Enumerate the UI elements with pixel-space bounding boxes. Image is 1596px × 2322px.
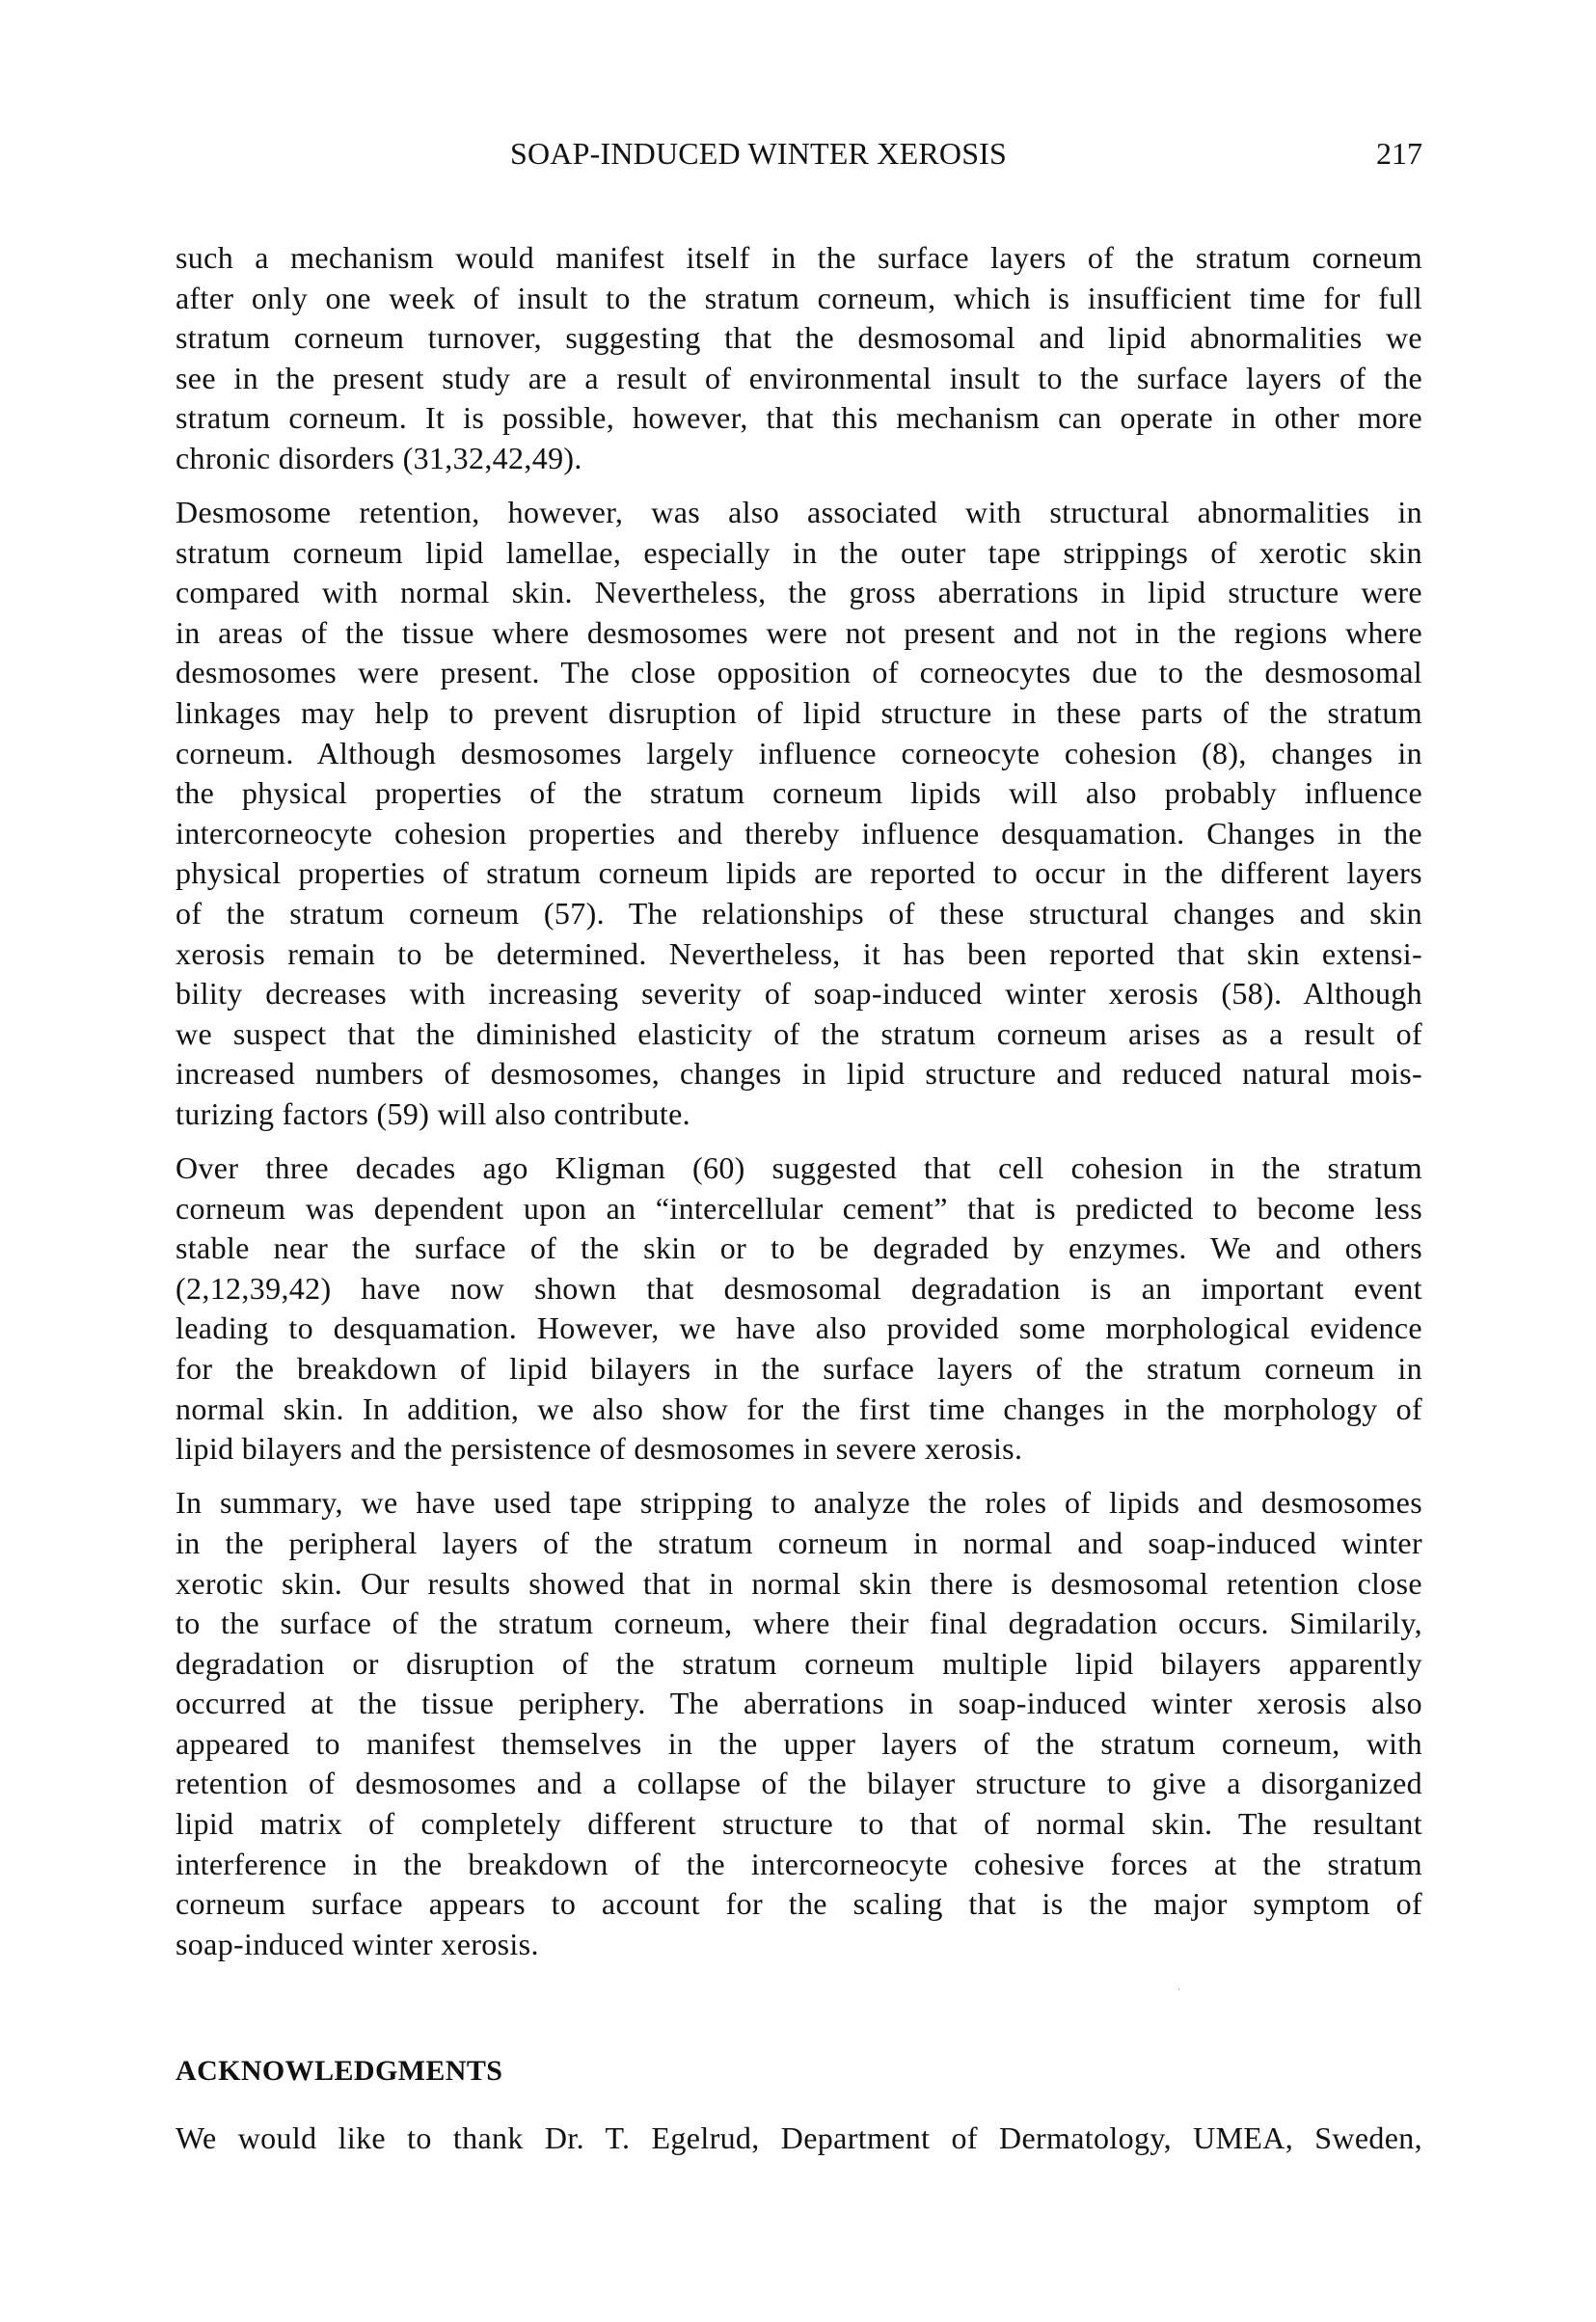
text-line: the physical properties of the stratum corneum lipids will also probably influence [176,775,1422,811]
acknowledgments-heading: ACKNOWLEDGMENTS [176,2055,503,2087]
text-line: interference in the breakdown of the intercorneocyte cohesive forces at the stratum [176,1846,1422,1881]
text-line: In summary, we have used tape stripping to analyze the roles of lipids and desmosomes [176,1485,1422,1521]
text-line: physical properties of stratum corneum lipids are reported to occur in the different layers [176,855,1422,891]
text-line: of the stratum corneum (57). The relationships of these structural changes and skin [176,896,1422,931]
text-line: in the peripheral layers of the stratum corneum in normal and soap-induced winter [176,1525,1422,1560]
text-line: to the surface of the stratum corneum, where their final degradation occurs. Similarily, [176,1606,1422,1641]
text-line: stratum corneum turnover, suggesting that the desmosomal and lipid abnormalities we [176,320,1422,356]
text-line: soap-induced winter xerosis. [176,1926,539,1961]
text-line: for the breakdown of lipid bilayers in the surface layers of the stratum corneum in [176,1351,1422,1387]
text-line: We would like to thank Dr. T. Egelrud, Department of Dermatology, UMEA, Sweden, [176,2120,1422,2155]
text-line: corneum. Although desmosomes largely influence corneocyte cohesion (8), changes in [176,735,1422,770]
text-line: bility decreases with increasing severity of soap-induced winter xerosis (58). Although [176,976,1422,1012]
text-line: in areas of the tissue where desmosomes were not present and not in the regions where [176,614,1422,650]
text-line: compared with normal skin. Nevertheless, the gross aberrations in lipid structure were [176,575,1422,610]
text-line: Desmosome retention, however, was also associated with structural abnormalities in [176,495,1422,530]
text-line: stable near the surface of the skin or to be degraded by enzymes. We and others [176,1230,1422,1266]
text-line: we suspect that the diminished elasticity of the stratum corneum arises as a result of [176,1015,1422,1051]
text-line: normal skin. In addition, we also show for the first time changes in the morphology of [176,1390,1422,1426]
text-line: see in the present study are a result of environmental insult to the surface layers of the [176,360,1422,395]
text-line: corneum surface appears to account for the scaling that is the major symptom of [176,1886,1422,1922]
running-header [176,132,1422,175]
text-line: retention of desmosomes and a collapse of the bilayer structure to give a disorganized [176,1766,1422,1801]
text-line: (2,12,39,42) have now shown that desmosomal degradation is an important event [176,1270,1422,1306]
text-line: xerosis remain to be determined. Nevertheless, it has been reported that skin extensi- [176,935,1422,971]
body-text [176,238,1422,1979]
text-line: desmosomes were present. The close opposition of corneocytes due to the desmosomal [176,655,1422,690]
text-line: linkages may help to prevent disruption of lipid structure in these parts of the stratum [176,695,1422,731]
page-number: 217 [1376,136,1422,171]
text-line: chronic disorders (31,32,42,49). [176,440,582,475]
paragraph-2 [176,493,1422,1135]
text-line: turizing factors (59) will also contribute. [176,1095,691,1131]
acknowledgments-text [176,2119,1422,2159]
text-line: leading to desquamation. However, we have also provided some morphological evidence [176,1310,1422,1346]
text-line: stratum corneum. It is possible, however, that this mechanism can operate in other more [176,400,1422,436]
paragraph-3 [176,1148,1422,1470]
text-line: Over three decades ago Kligman (60) suggested that cell cohesion in the stratum [176,1150,1422,1186]
text-line: lipid matrix of completely different structure to that of normal skin. The resultant [176,1806,1422,1842]
text-line: corneum was dependent upon an “intercellular cement” that is predicted to become less [176,1190,1422,1226]
paragraph-1 [176,238,1422,479]
paragraph-4 [176,1483,1422,1964]
scan-speck [1178,1988,1179,1990]
text-line: stratum corneum lipid lamellae, especially in the outer tape strippings of xerotic skin [176,534,1422,570]
text-line: intercorneocyte cohesion properties and thereby influence desquamation. Changes in the [176,815,1422,850]
text-line: lipid bilayers and the persistence of desmosomes in severe xerosis. [176,1431,1023,1467]
text-line: xerotic skin. Our results showed that in normal skin there is desmosomal retention close [176,1565,1422,1601]
text-line: increased numbers of desmosomes, changes in lipid structure and reduced natural mois- [176,1056,1422,1092]
text-line: degradation or disruption of the stratum corneum multiple lipid bilayers apparently [176,1645,1422,1681]
text-line: after only one week of insult to the stratum corneum, which is insufficient time for full [176,280,1422,315]
text-line: such a mechanism would manifest itself in the surface layers of the stratum corneum [176,240,1422,275]
text-line: occurred at the tissue periphery. The aberrations in soap-induced winter xerosis also [176,1686,1422,1721]
text-line: appeared to manifest themselves in the upper layers of the stratum corneum, with [176,1725,1422,1761]
running-title: SOAP-INDUCED WINTER XEROSIS [510,136,1008,171]
